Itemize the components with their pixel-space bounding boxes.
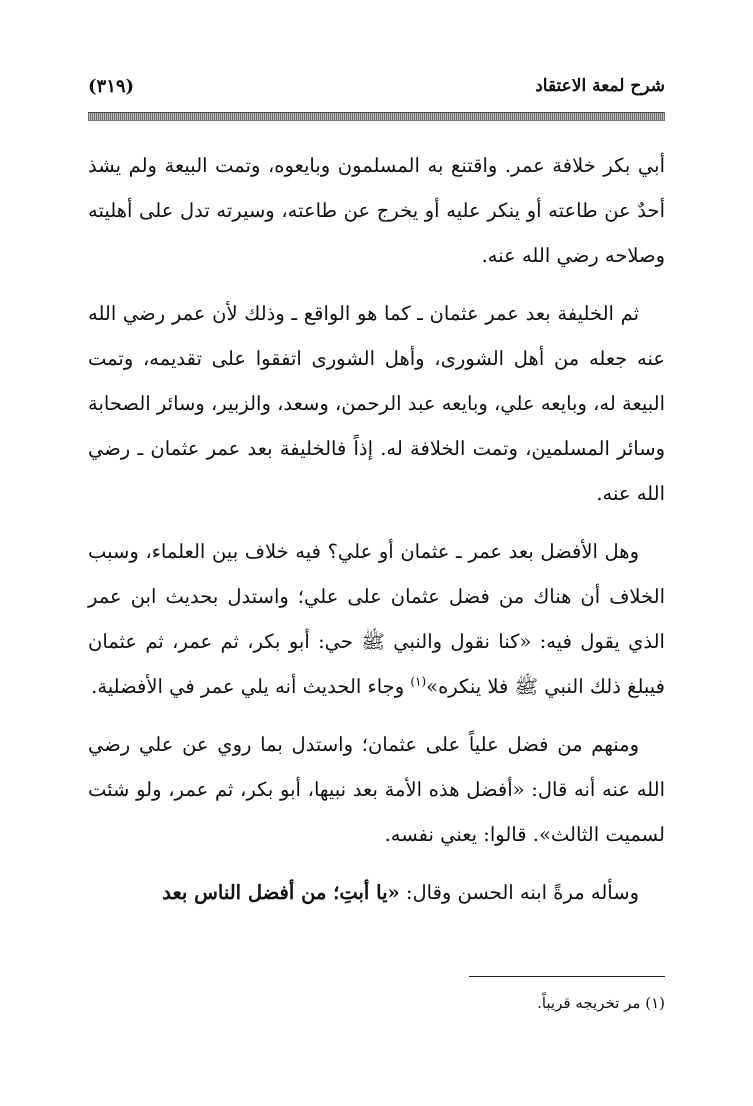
text-line: تقديمه، وتمت البيعة له، وبايعه علي، وبايعه عبد الرحمن، وسعد، xyxy=(88,347,665,415)
text-line: أحدٌ عن طاعته أو ينكر عليه أو يخرج عن طاعته، وسيرته تدل على xyxy=(139,199,666,222)
text-line: وجاء الحديث أنه يلي عمر xyxy=(200,675,411,698)
text-line: والزبير، وسائر الصحابة وسائر المسلمين، وتمت الخلافة له. إذاً فالخليفة xyxy=(88,392,665,460)
paragraph-2 xyxy=(88,291,665,516)
page-header xyxy=(88,74,665,104)
footnote-separator xyxy=(469,976,665,977)
text-line: ولو شئت لسميت الثالث». قالوا: يعني نفسه. xyxy=(88,778,665,846)
footnote xyxy=(88,991,665,1015)
text-line: ابن عمر الذي يقول فيه: «كنا نقول والنبي ﷺ حي: أبو بكر، ثم عمر، xyxy=(88,585,665,653)
paragraph-1 xyxy=(88,143,665,278)
text-line: أهليته وصلاحه رضي الله عنه. xyxy=(88,199,665,267)
paragraph-3 xyxy=(88,529,665,709)
text-line: في الأفضلية. xyxy=(91,675,195,698)
text-line: وسبب الخلاف أن هناك من فضل عثمان على علي؛ واستدل بحديث xyxy=(88,540,666,608)
footnote-number: (١) xyxy=(645,994,665,1012)
text-line: أبي بكر خلافة عمر. واقتنع به المسلمون وبايعوه، وتمت البيعة ولم يشذ xyxy=(88,154,665,177)
text-line: وهل الأفضل بعد عمر ـ عثمان أو علي؟ فيه خلاف بين العلماء، xyxy=(145,540,640,563)
text-line: رضي الله عنه جعله من أهل الشورى، وأهل الشورى اتفقوا على xyxy=(88,302,666,370)
text-line: رضي الله عنه أنه قال: «أفضل هذه الأمة بعد نبيها، أبو بكر، ثم عمر، xyxy=(88,733,665,801)
footnote-text: مر تخريجه قريباً. xyxy=(537,994,641,1012)
footnote-reference[interactable]: (١) xyxy=(410,674,427,689)
page-number: (٣١٩) xyxy=(88,76,135,97)
main-text xyxy=(88,143,665,915)
text-line: ومنهم من فضل علياً على عثمان؛ واستدل بما روي عن علي xyxy=(138,733,639,756)
text-line: ثم الخليفة بعد عمر عثمان ـ كما هو الواقع ـ وذلك لأن عمر xyxy=(171,302,640,325)
text-line: ثم عثمان فيبلغ ذلك النبي ﷺ فلا ينكره» xyxy=(88,630,665,698)
header-rule xyxy=(88,112,665,121)
running-title: شرح لمعة الاعتقاد xyxy=(535,76,665,96)
quoted-question: «يا أبتِ؛ من أفضل الناس بعد xyxy=(162,881,400,904)
text-line: وسأله مرةً ابنه الحسن وقال: xyxy=(399,881,639,904)
paragraph-5 xyxy=(88,870,665,915)
paragraph-4 xyxy=(88,722,665,857)
text-line: بعد عمر عثمان ـ رضي الله عنه. xyxy=(88,437,665,505)
